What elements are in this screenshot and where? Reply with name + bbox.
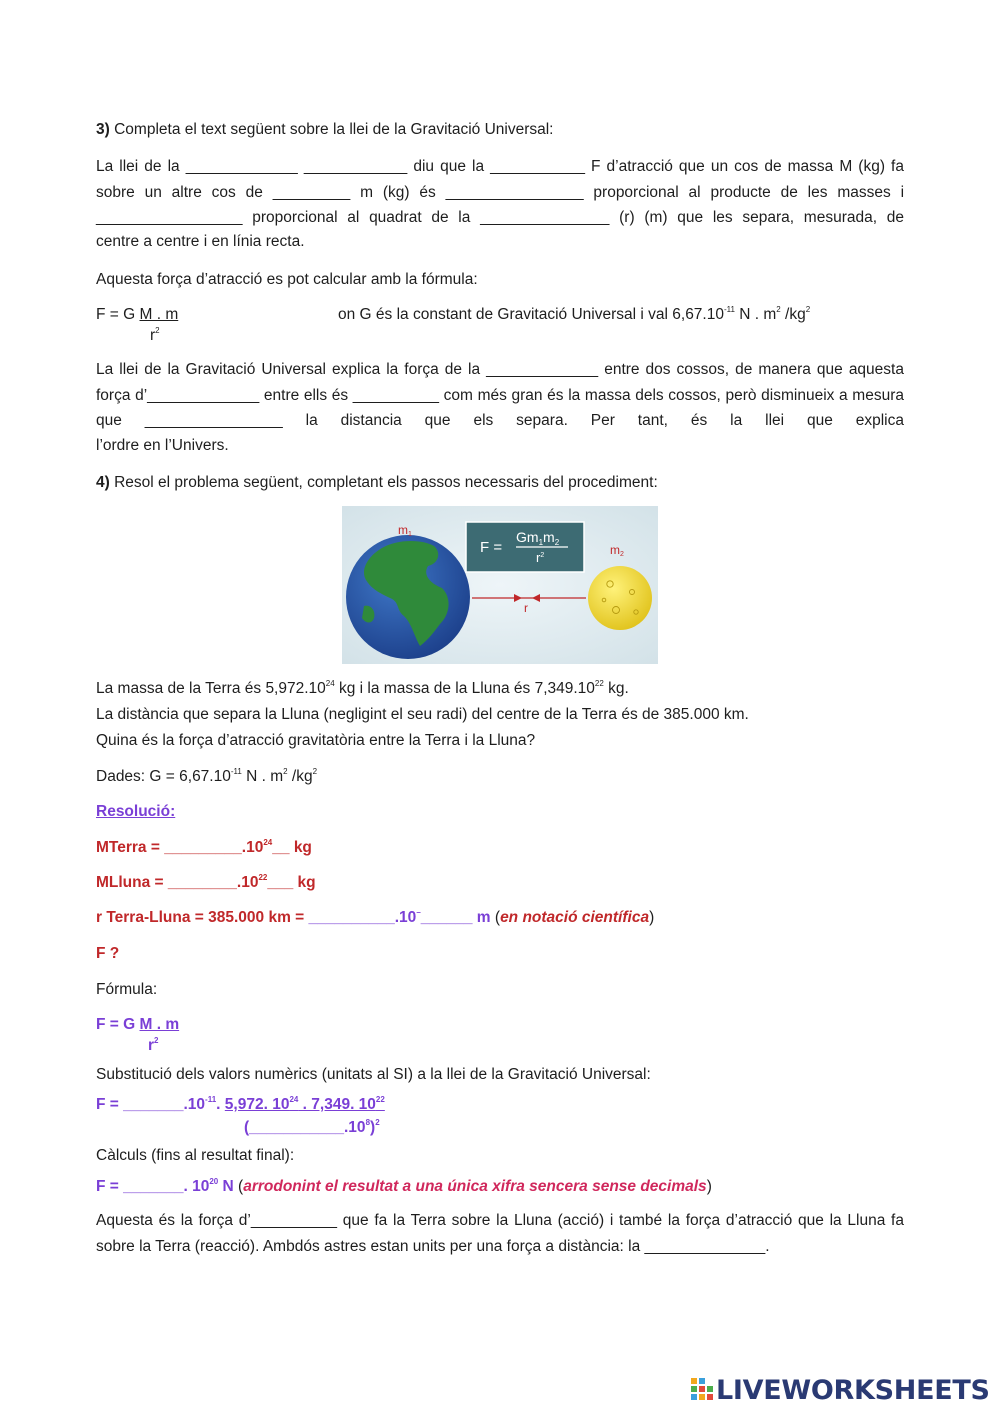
exponent: – — [416, 908, 421, 917]
q3-formula — [96, 306, 296, 324]
blank-1[interactable]: _____________ — [185, 158, 298, 175]
blank-g[interactable]: _______ — [123, 1096, 184, 1113]
text: 5,972. 10 — [224, 1096, 290, 1113]
text: ( — [244, 1119, 250, 1136]
q3-formula-intro: Aquesta força d’atracció es pot calcular amb la fórmula: — [96, 271, 478, 288]
text: .10 — [183, 1096, 206, 1113]
exponent: 8 — [365, 1118, 371, 1127]
text: F d’atracció que un cos de massa M (kg) — [584, 158, 885, 175]
blank-9[interactable]: _____________ — [147, 386, 260, 404]
logo-text: LIVEWORKSHEETS — [716, 1375, 990, 1406]
blank-5[interactable]: ________________ — [445, 183, 584, 201]
exponent: 2 — [283, 767, 288, 776]
q4-heading — [96, 474, 904, 492]
exponent: 24 — [325, 679, 335, 688]
m1-label: m1 — [398, 523, 412, 538]
blank-10[interactable]: __________ — [352, 386, 440, 404]
text: /kg — [287, 768, 313, 785]
mlluna-line — [96, 874, 904, 892]
formula-numerator: $Gm_1m_2$ — [516, 529, 560, 547]
formula-numerator: M . m — [139, 306, 179, 323]
text: ( — [490, 909, 501, 926]
text: Dades: G = 6,67.10 — [96, 768, 231, 785]
text: . 7,349. 10 — [298, 1096, 376, 1113]
text: La llei de la — [96, 158, 186, 175]
text: N . m — [734, 306, 777, 323]
exponent: -11 — [230, 767, 242, 776]
blank-r-exponent[interactable]: ______ — [420, 909, 473, 926]
text: .10 — [344, 1119, 366, 1136]
q4-data-masses — [96, 680, 904, 698]
blank-final-1[interactable]: __________ — [250, 1212, 338, 1229]
q3-heading — [96, 121, 904, 139]
exponent: 22 — [258, 873, 268, 882]
text: N — [218, 1178, 234, 1195]
blank-3[interactable]: ___________ — [490, 158, 585, 175]
exponent: 2 — [375, 1118, 380, 1127]
text: entre dos cossos, de manera que — [598, 361, 843, 378]
text: Lluna fa sobre la Terra (reacció). Ambdós astres estan units per una força a distància: la — [96, 1212, 904, 1255]
text: F = — [96, 1178, 124, 1195]
rounding-note: arrodonint el resultat a una única xifra sencera sense decimals — [243, 1178, 707, 1195]
substitution-numerator — [225, 1096, 385, 1113]
r-label: r — [524, 601, 528, 615]
q3-paragraph-1-end — [96, 233, 904, 251]
exponent: -11 — [723, 305, 735, 314]
text: com més gran és la massa dels cossos, però — [439, 386, 757, 404]
mterra-line — [96, 839, 904, 857]
text: proporcional al quadrat de la — [242, 209, 481, 227]
text: kg. — [603, 680, 629, 697]
q3-number: 3) — [96, 121, 110, 138]
text: La llei de la Gravitació Universal explica la força de la — [96, 361, 487, 378]
formula-F: F = — [480, 539, 503, 556]
result-line — [96, 1178, 904, 1196]
exponent: 2 — [155, 326, 160, 335]
q4-dades — [96, 768, 904, 786]
blank-11[interactable]: ________________ — [144, 412, 283, 430]
exponent: 2 — [776, 305, 781, 314]
text: diu que la — [407, 158, 491, 175]
text: ) — [706, 1178, 712, 1195]
exponent: 24 — [289, 1095, 299, 1104]
exponent: -11 — [205, 1095, 217, 1104]
text: proporcional al producte de les masses i — [583, 183, 905, 201]
text: fa sobre un altre cos de — [96, 158, 904, 201]
final-paragraph — [96, 1208, 904, 1259]
q3-paragraph-1 — [96, 154, 904, 231]
text: Aquesta és la força d’ — [96, 1212, 251, 1229]
f-unknown: F ? — [96, 945, 120, 962]
text: __ kg — [272, 839, 312, 856]
formula-prefix: F = G — [96, 1016, 140, 1033]
blank-6[interactable]: _________________ — [96, 209, 243, 227]
text: m — [472, 909, 491, 926]
blank-mlluna[interactable]: ________ — [167, 874, 237, 891]
denominator-r: r — [150, 327, 156, 344]
text: .10 — [394, 909, 417, 926]
exponent: 2 — [154, 1036, 159, 1045]
scientific-note: en notació científica — [500, 909, 650, 926]
resolucio-heading: Resolució: — [96, 803, 176, 820]
text: l’ordre en l’Univers. — [96, 437, 229, 454]
text: centre a centre i en línia recta. — [96, 233, 305, 250]
exponent: 2 — [805, 305, 811, 314]
text: . 10 — [183, 1178, 210, 1195]
substitution-denominator — [244, 1119, 544, 1137]
q4-data-distance: La distància que separa la Lluna (negligint el seu radi) del centre de la Terra és de 385.000 km. — [96, 706, 749, 723]
blank-7[interactable]: _______________ — [480, 209, 610, 227]
exponent: 2 — [312, 767, 318, 776]
blank-distance[interactable]: ___________ — [249, 1119, 344, 1136]
blank-8[interactable]: _____________ — [486, 361, 599, 378]
text: la distancia que els separa. Per tant, és la llei que explica — [282, 412, 904, 430]
text: F = — [96, 1096, 124, 1113]
text: .10 — [236, 874, 259, 891]
r-line — [96, 909, 904, 927]
q3-g-constant-text — [338, 306, 898, 324]
substitution-line — [96, 1096, 904, 1114]
q3-formula-denominator — [150, 327, 190, 345]
exponent: 24 — [263, 838, 273, 847]
substitution-label: Substitució dels valors numèrics (unitats al SI) a la llei de la Gravitació Universal: — [96, 1066, 651, 1083]
text: entre ells és — [259, 386, 353, 404]
text: La massa de la Terra és 5,972.10 — [96, 680, 326, 697]
logo-blocks-icon — [690, 1377, 714, 1407]
text: ) — [649, 909, 655, 926]
text: on G és la constant de Gravitació Universal i val 6,67.10 — [338, 306, 724, 323]
formula-2-denominator — [148, 1037, 188, 1055]
q4-question: Quina és la força d’atracció gravitatòria entre la Terra i la Lluna? — [96, 732, 536, 749]
blank-r-mantissa[interactable]: __________ — [308, 909, 395, 926]
text: .10 — [241, 839, 264, 856]
text: kg i la massa de la Lluna és 7,349.10 — [334, 680, 595, 697]
text: (r) (m) que les separa, mesurada, de — [609, 209, 904, 227]
q3-paragraph-2-end — [96, 437, 904, 455]
text: ( — [233, 1178, 244, 1195]
text: MLluna = — [96, 874, 168, 891]
text: /kg — [780, 306, 806, 323]
text: ___ kg — [267, 874, 316, 891]
blank-result[interactable]: _______ — [123, 1178, 184, 1195]
moon-icon — [588, 566, 652, 630]
text: ) — [370, 1119, 376, 1136]
calc-label: Càlculs (fins al resultat final): — [96, 1147, 295, 1164]
text: MTerra = — [96, 839, 165, 856]
text: aquesta força d’ — [96, 361, 904, 404]
q3-instruction: Completa el text següent sobre la llei de la Gravitació Universal: — [114, 121, 554, 138]
formula-denominator: $r^2$ — [536, 550, 545, 565]
formula-prefix: F = G — [96, 306, 140, 323]
gravitation-figure — [342, 506, 658, 664]
blank-2[interactable]: ____________ — [303, 158, 408, 175]
blank-final-2[interactable]: ______________ — [644, 1237, 766, 1255]
text: disminueix a mesura que — [96, 386, 904, 430]
formula-2 — [96, 1016, 904, 1034]
m2-label: m2 — [610, 543, 624, 558]
text: r Terra-Lluna = 385.000 km = — [96, 909, 309, 926]
formula-numerator: M . m — [139, 1016, 180, 1033]
gravitation-illustration — [342, 506, 658, 664]
denominator-r: r — [148, 1037, 155, 1054]
exponent: 22 — [375, 1095, 385, 1104]
blank-4[interactable]: _________ — [272, 183, 351, 201]
q3-paragraph-2 — [96, 357, 904, 434]
text: que fa la Terra sobre la Lluna (acció) i també la força d’atracció que la — [337, 1212, 842, 1229]
exponent: 22 — [594, 679, 604, 688]
text: . — [765, 1237, 770, 1255]
text: . — [216, 1096, 225, 1113]
exponent: 20 — [209, 1177, 219, 1186]
blank-mterra[interactable]: _________ — [164, 839, 242, 856]
formula-label: Fórmula: — [96, 981, 158, 998]
q4-instruction: Resol el problema següent, completant els passos necessaris del procediment: — [114, 474, 658, 491]
text: m (kg) és — [350, 183, 446, 201]
liveworksheets-logo[interactable] — [690, 1374, 990, 1408]
earth-icon — [346, 535, 470, 659]
q4-number: 4) — [96, 474, 110, 491]
text: N . m — [241, 768, 284, 785]
